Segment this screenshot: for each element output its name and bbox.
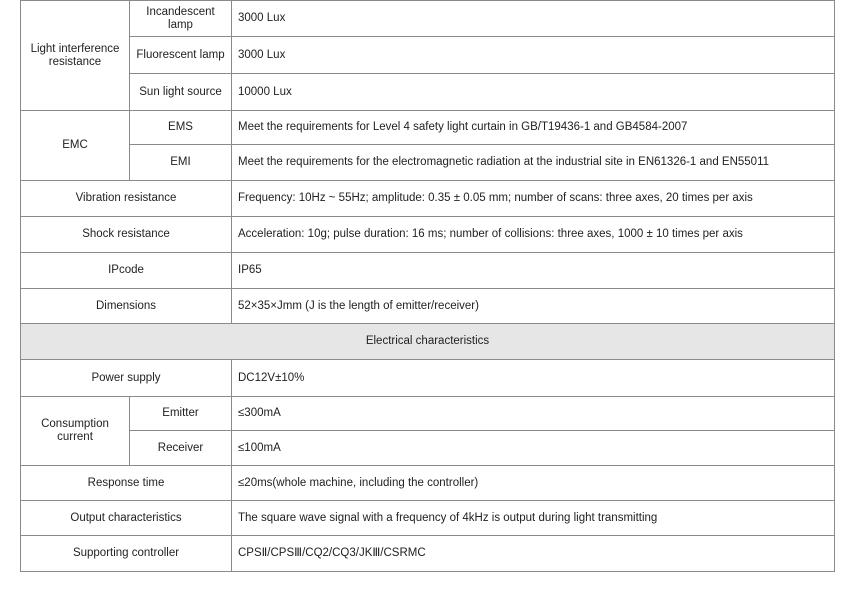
table-row [21,145,835,181]
receiver-value: ≤100mA [232,431,835,466]
table-row [21,536,835,572]
incandescent-value: 3000 Lux [232,1,835,37]
output-characteristics-value: The square wave signal with a frequency of 4kHz is output during light transmitting [232,501,835,536]
sun-light-value: 10000 Lux [232,74,835,111]
power-supply-value: DC12V±10% [232,360,835,397]
fluorescent-label: Fluorescent lamp [130,37,232,74]
shock-label: Shock resistance [21,217,232,253]
table-row [21,253,835,289]
dimensions-value: 52×35×Jmm (J is the length of emitter/receiver) [232,289,835,324]
supporting-controller-label: Supporting controller [21,536,232,572]
emitter-label: Emitter [130,397,232,431]
table-row [21,501,835,536]
emi-label: EMI [130,145,232,181]
electrical-characteristics-heading: Electrical characteristics [21,324,835,360]
fluorescent-value: 3000 Lux [232,37,835,74]
dimensions-label: Dimensions [21,289,232,324]
vibration-label: Vibration resistance [21,181,232,217]
emc-group-label: EMC [21,111,130,181]
table-row [21,324,835,360]
response-time-label: Response time [21,466,232,501]
consumption-current-group-label: Consumption current [21,397,130,466]
table-row [21,466,835,501]
ems-value: Meet the requirements for Level 4 safety light curtain in GB/T19436-1 and GB4584-2007 [232,111,835,145]
table-row [21,217,835,253]
ipcode-value: IP65 [232,253,835,289]
table-row [21,289,835,324]
vibration-value: Frequency: 10Hz ~ 55Hz; amplitude: 0.35 ± 0.05 mm; number of scans: three axes, 20 times per axis [232,181,835,217]
spec-table [20,0,835,572]
table-row [21,111,835,145]
light-interference-group-label: Light interference resistance [21,1,130,111]
table-row [21,431,835,466]
shock-value: Acceleration: 10g; pulse duration: 16 ms; number of collisions: three axes, 1000 ± 10 times per axis [232,217,835,253]
supporting-controller-value: CPSⅡ/CPSⅢ/CQ2/CQ3/JKⅢ/CSRMC [232,536,835,572]
power-supply-label: Power supply [21,360,232,397]
emitter-value: ≤300mA [232,397,835,431]
table-row [21,181,835,217]
receiver-label: Receiver [130,431,232,466]
sun-light-label: Sun light source [130,74,232,111]
table-row [21,360,835,397]
ems-label: EMS [130,111,232,145]
ipcode-label: IPcode [21,253,232,289]
table-row [21,1,835,37]
table-row [21,37,835,74]
emi-value: Meet the requirements for the electromagnetic radiation at the industrial site in EN61326-1 and EN55011 [232,145,835,181]
table-row [21,397,835,431]
table-row [21,74,835,111]
response-time-value: ≤20ms(whole machine, including the controller) [232,466,835,501]
incandescent-label: Incandescent lamp [130,1,232,37]
output-characteristics-label: Output characteristics [21,501,232,536]
